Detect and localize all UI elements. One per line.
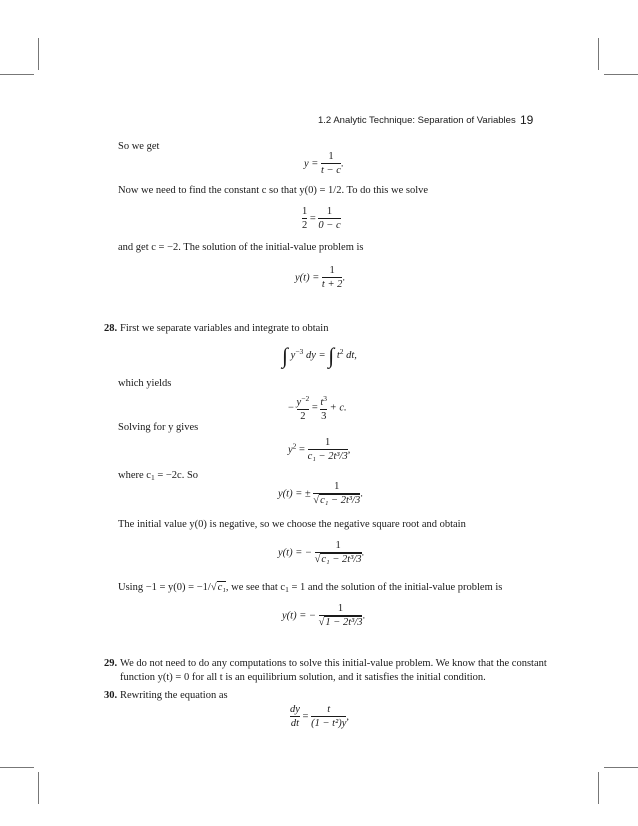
eq5-den2: 3	[321, 411, 327, 422]
eq6-lhs-exp: 2	[292, 441, 297, 451]
equation-3	[295, 265, 345, 291]
problem-30-intro: Rewriting the equation as	[120, 690, 228, 701]
eq1-tail: .	[340, 158, 344, 170]
crop-mark	[604, 74, 638, 75]
eq4-t: t	[336, 350, 340, 361]
text-which-yields: which yields	[118, 378, 172, 389]
eq5-sign: −	[288, 402, 294, 414]
where-c1-text: where c	[118, 470, 151, 481]
text-so-we-get: So we get	[118, 141, 160, 152]
text-solving-for-y: Solving for y gives	[118, 422, 199, 433]
eq7-fraction	[313, 481, 360, 507]
eq8-fraction	[315, 540, 362, 566]
eq10-num2: t	[327, 704, 331, 715]
problem-29-number: 29.	[104, 658, 118, 669]
text-find-constant: Now we need to find the constant c so that y(0) = 1/2. To do this we solve	[118, 185, 429, 196]
integral-symbol: ∫	[328, 343, 335, 368]
eq2-den1: 2	[302, 220, 308, 231]
eq8-den	[315, 552, 362, 566]
eq9-radicand: 1 − 2t³/3	[325, 617, 363, 628]
equation-9	[282, 603, 365, 629]
equation-5	[288, 393, 347, 423]
eq4-exp2: 2	[339, 347, 344, 356]
eq2-den2: 0 − c	[318, 220, 341, 231]
page-number: 19	[520, 113, 534, 127]
crop-mark	[38, 772, 39, 804]
equation-8	[278, 540, 364, 566]
eq3-den: t + 2	[321, 279, 343, 290]
eq2-num2: 1	[326, 206, 333, 217]
eq4-exp1: −3	[295, 347, 304, 356]
eq2-equals: =	[309, 213, 316, 225]
eq5-tail: + c.	[329, 402, 347, 414]
eq10-num1: dy	[290, 704, 300, 715]
using-sub: 1	[285, 585, 289, 594]
crop-mark	[0, 74, 34, 75]
eq6-fraction	[308, 437, 348, 463]
eq10-den1: dt	[290, 718, 300, 729]
crop-mark	[598, 772, 599, 804]
crop-mark	[604, 767, 638, 768]
eq5-num1	[297, 393, 310, 409]
eq5-num1-exp: −2	[301, 394, 310, 403]
eq4-mid: dy =	[303, 350, 326, 361]
eq7-tail: .	[360, 488, 363, 500]
eq5-num2	[320, 393, 327, 409]
where-c1-rest: = −2c. So	[154, 470, 199, 481]
eq5-fraction-right	[320, 393, 327, 423]
eq8-radicand: c₁ − 2t³/3	[321, 554, 362, 565]
sqrt-icon: √	[313, 495, 320, 506]
eq3-lhs: y(t) =	[295, 272, 320, 284]
sqrt-icon: √	[210, 582, 217, 593]
crop-mark	[0, 767, 34, 768]
eq2-num1: 1	[302, 206, 308, 217]
eq3-num: 1	[329, 265, 335, 276]
text-where-c1	[118, 469, 198, 485]
eq5-equals: =	[311, 402, 318, 414]
eq2-fraction-left	[302, 206, 307, 232]
eq10-fraction-left	[290, 704, 300, 730]
where-c1-sub: 1	[150, 473, 155, 482]
eq9-num: 1	[337, 603, 344, 614]
eq5-den1: 2	[297, 409, 310, 423]
using-rest2: = 1 and the solution of the initial-value problem is	[288, 582, 503, 593]
crop-mark	[38, 38, 39, 70]
eq5-num2-exp: 3	[323, 394, 328, 403]
eq6-den: c₁ − 2t³/3	[307, 451, 348, 462]
eq7-num: 1	[334, 481, 340, 492]
equation-2	[302, 206, 341, 232]
eq7-lhs: y(t) = ±	[278, 488, 311, 500]
sqrt-icon: √	[318, 617, 325, 628]
eq5-num2-base: t	[320, 397, 324, 408]
equation-10	[290, 704, 349, 730]
crop-mark	[598, 38, 599, 70]
text-initial-value: The initial value y(0) is negative, so we choose the negative square root and obtain	[118, 519, 466, 530]
text-using	[118, 581, 502, 597]
text-and-get: and get c = −2. The solution of the initial-value problem is	[118, 242, 364, 253]
eq7-radicand: c₁ − 2t³/3	[320, 495, 361, 506]
sqrt-icon: √	[314, 554, 321, 565]
problem-29-line2: function y(t) = 0 for all t is an equilibrium solution, and it satisfies the initial condition.	[120, 672, 486, 683]
eq4-tail: dt,	[343, 350, 357, 361]
eq7-den	[313, 493, 360, 507]
using-rest: , we see that c	[225, 582, 286, 593]
eq6-num: 1	[325, 437, 331, 448]
problem-29-line1: We do not need to do any computations to solve this initial-value problem. We know that the constant	[120, 658, 547, 669]
eq2-fraction-right	[318, 206, 340, 232]
eq9-fraction	[318, 603, 366, 629]
problem-30-number: 30.	[104, 690, 118, 701]
eq3-fraction	[321, 265, 346, 291]
eq9-den	[319, 615, 363, 629]
problem-28-number: 28.	[104, 323, 118, 334]
equation-4	[282, 343, 357, 369]
eq8-tail: .	[361, 547, 365, 559]
equation-7	[278, 481, 363, 507]
eq1-lhs: y =	[304, 158, 319, 170]
eq6-lhs: y	[288, 444, 293, 456]
eq5-num1-base: y	[296, 397, 302, 408]
equation-6	[288, 437, 350, 463]
eq9-lhs: y(t) = −	[282, 610, 316, 622]
eq6-tail: ,	[347, 444, 351, 456]
eq3-tail: .	[342, 272, 346, 284]
problem-28-intro: First we separate variables and integrate to obtain	[120, 323, 329, 334]
eq4-y: y	[290, 350, 296, 361]
eq10-equals: =	[302, 711, 309, 723]
using-radicand: c₁	[217, 582, 226, 593]
eq8-num: 1	[335, 540, 341, 551]
eq9-tail: .	[362, 610, 366, 622]
eq5-fraction-left	[297, 393, 310, 423]
equation-1	[304, 151, 344, 177]
eq1-fraction	[321, 151, 341, 177]
eq1-den: t − c	[321, 165, 341, 176]
eq10-fraction-right	[311, 704, 346, 730]
eq10-tail: ,	[346, 711, 350, 723]
eq1-num: 1	[328, 151, 334, 162]
eq10-den2: (1 − t²)y	[311, 718, 347, 729]
eq8-lhs: y(t) = −	[278, 547, 312, 559]
eq6-equals: =	[299, 444, 305, 456]
integral-symbol: ∫	[282, 343, 289, 368]
using-text: Using −1 = y(0) = −1/	[118, 582, 211, 593]
running-title: 1.2 Analytic Technique: Separation of Variables	[318, 115, 516, 126]
